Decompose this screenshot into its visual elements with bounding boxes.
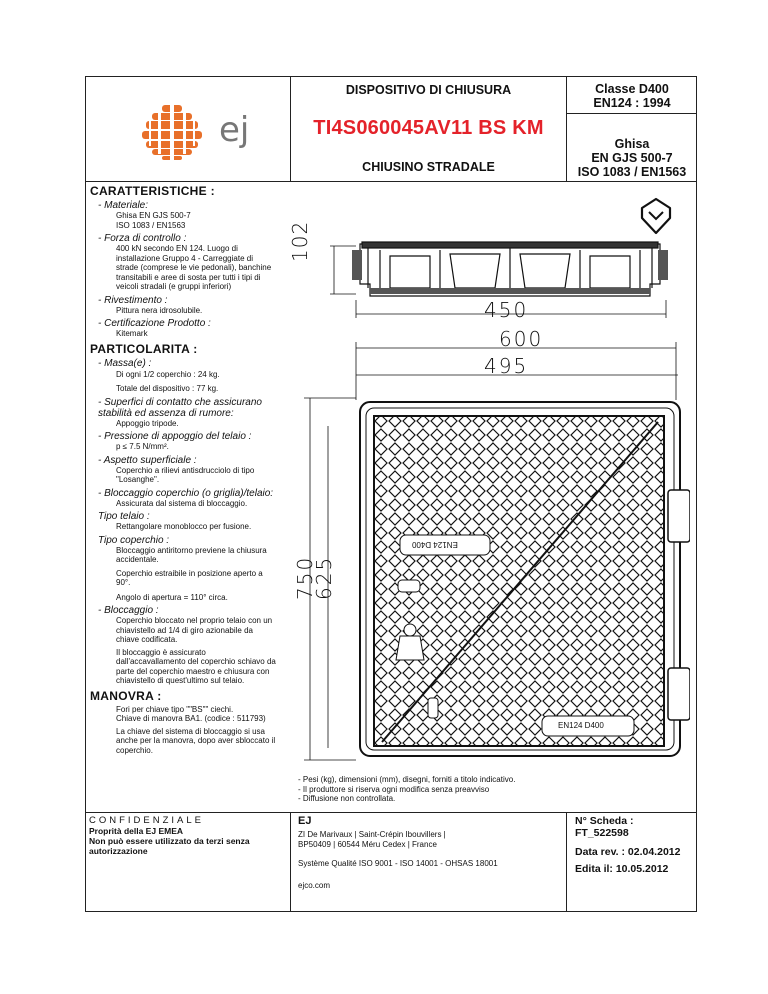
dim-600: 600 (499, 327, 544, 351)
dim-495: 495 (484, 354, 529, 378)
scheda-block (575, 815, 695, 875)
data-rev: Data rev. : 02.04.2012 (575, 846, 681, 858)
scheda-label: N° Scheda : (575, 815, 634, 827)
bloccaggio-line: chiavistello ad 1/4 di giro azionabile da (116, 625, 253, 635)
dim-102: 102 (288, 220, 312, 262)
forza-line: transitabili e aree di sosta per tutti i tipi di (116, 272, 261, 282)
rivestimento-label: - Rivestimento : (98, 294, 168, 306)
forza-line: strade (comprese le vie pedonali), banchine (116, 263, 272, 272)
notes-block (298, 775, 693, 804)
manovra-heading: MANOVRA : (90, 688, 162, 703)
superfici-label: stabilità ed assenza di rumore: (98, 407, 234, 419)
tipo-coperchio-line: 90°. (116, 578, 131, 587)
materiale-line: ISO 1083 / EN1563 (116, 220, 186, 230)
cover-mark-bottom: EN124 D400 (558, 721, 604, 730)
aspetto-line: Coperchio a rilievi antisdrucciolo di tipo (116, 465, 255, 475)
note-line: - Pesi (kg), dimensioni (mm), disegni, forniti a titolo indicativo. (298, 775, 516, 784)
certificazione-label: - Certificazione Prodotto : (98, 318, 211, 329)
superfici-label: - Superfici di contatto che assicurano (98, 396, 262, 408)
device-title: DISPOSITIVO DI CHIUSURA (345, 83, 512, 97)
body-right-border (696, 182, 697, 812)
aspetto-line: "Losanghe". (116, 475, 160, 484)
forza-line: veicoli stradali (e gruppi inferiori) (116, 282, 232, 291)
massa-line: Di ogni 1/2 coperchio : 24 kg. (116, 369, 220, 379)
rivestimento-line: Pittura nera idrosolubile. (116, 305, 203, 315)
note-line: - Il produttore si riserva ogni modifica senza preavviso (298, 784, 490, 794)
tipo-telaio-line: Rettangolare monoblocco per fusione. (116, 522, 252, 531)
spec-column (90, 184, 290, 755)
bloccaggio-line: Il bloccaggio è assicurato (116, 647, 206, 657)
material-line-1: Ghisa (614, 137, 650, 151)
material-line-3: ISO 1083 / EN1563 (577, 165, 687, 179)
tipo-coperchio-line: Bloccaggio antiritorno previene la chiusura (116, 545, 267, 555)
company-name: EJ (298, 815, 312, 827)
bloccaggio-line: dall'accavallamento del coperchio schiavo da (116, 657, 276, 666)
manovra-line: Chiave di manovra BA1. (codice : 511793) (116, 714, 266, 723)
bloccaggio-line: Coperchio bloccato nel proprio telaio con un (116, 616, 273, 625)
materiale-label: - Materiale: (98, 200, 149, 211)
footer-divider-2 (566, 812, 567, 912)
bloccaggio-line: chiavistello di quest'ultimo sul telaio. (116, 676, 245, 685)
certificazione-line: Kitemark (116, 329, 148, 338)
tipo-coperchio-label: Tipo coperchio : (98, 534, 170, 546)
manovra-line: anche per la manovra, dopo aver sbloccato il (116, 736, 276, 745)
note-line: - Diffusione non controllata. (298, 794, 396, 803)
materiale-line: Ghisa EN GJS 500-7 (116, 211, 191, 220)
logo-text: ej (219, 110, 250, 150)
tipo-coperchio-line: Angolo di apertura = 110° circa. (116, 592, 228, 602)
dim-450: 450 (484, 298, 529, 322)
tipo-coperchio-line: Coperchio estraibile in posizione aperto a (116, 568, 263, 578)
class-line-1: Classe D400 (595, 82, 669, 96)
bloccaggio-line: parte del coperchio maestro e chiusura con (116, 666, 270, 676)
cover-mark-top: EN124 D400 (412, 540, 458, 549)
plan-drawing (290, 330, 690, 770)
edita-date: Edita il: 10.05.2012 (575, 863, 669, 875)
material-line-2: EN GJS 500-7 (591, 151, 673, 165)
manovra-line: coperchio. (116, 745, 153, 755)
aspetto-label: - Aspetto superficiale : (98, 454, 197, 466)
property-line: Proprità della EJ EMEA (89, 826, 183, 836)
bloccaggio-label: - Bloccaggio : (98, 605, 159, 616)
bloccaggio-cop-label: - Bloccaggio coperchio (o griglia)/telaio: (98, 487, 274, 499)
tipo-coperchio-line: accidentale. (116, 555, 159, 564)
class-line-2: EN124 : 1994 (593, 96, 671, 110)
body-left-border (85, 182, 86, 812)
product-code: TI4S060045AV11 BS KM (313, 117, 544, 139)
kitemark-icon (636, 196, 676, 236)
tipo-telaio-label: Tipo telaio : (98, 511, 150, 522)
massa-label: - Massa(e) : (98, 357, 152, 369)
massa-line: Totale del dispositivo : 77 kg. (116, 384, 219, 393)
confidential-title: CONFIDENZIALE (89, 815, 205, 826)
superfici-line: Appoggio tripode. (116, 418, 179, 428)
forza-line: installazione Gruppo 4 - Carreggiate di (116, 253, 253, 263)
quality-line: Système Qualité ISO 9001 - ISO 14001 - OHSAS 18001 (298, 859, 498, 868)
address-line: BP50409 | 60544 Méru Cedex | France (298, 839, 437, 849)
manovra-line: Fori per chiave tipo ""BS"" ciechi. (116, 704, 234, 714)
company-logo (140, 104, 270, 164)
pressione-line: p ≤ 7.5 N/mm². (116, 442, 169, 451)
property-line: Non può essere utilizzato da terzi senza (89, 836, 250, 846)
caratteristiche-heading: CARATTERISTICHE : (90, 184, 215, 198)
particolarita-heading: PARTICOLARITA : (90, 341, 198, 356)
company-block (298, 815, 563, 890)
property-line: autorizzazione (89, 846, 148, 856)
bloccaggio-line: chiave codificata. (116, 635, 178, 644)
footer-divider-1 (290, 812, 291, 912)
forza-label: - Forza di controllo : (98, 233, 187, 244)
scheda-value: FT_522598 (575, 827, 629, 839)
logo-globe-icon (140, 104, 204, 160)
dim-750: 750 (293, 555, 317, 600)
address-line: ZI De Marivaux | Saint-Crépin Ibouvillers | (298, 830, 446, 839)
manovra-line: La chiave del sistema di bloccaggio si usa (116, 726, 265, 736)
confidential-block (89, 815, 289, 856)
bloccaggio-cop-line: Assicurata dal sistema di bloccaggio. (116, 498, 248, 508)
pressione-label: - Pressione di appoggio del telaio : (98, 431, 252, 442)
forza-line: 400 kN secondo EN 124. Luogo di (116, 244, 238, 253)
product-name: CHIUSINO STRADALE (362, 160, 495, 174)
website-link[interactable]: ejco.com (298, 880, 331, 890)
dim-625: 625 (312, 555, 336, 600)
header-divider-h (566, 113, 697, 114)
